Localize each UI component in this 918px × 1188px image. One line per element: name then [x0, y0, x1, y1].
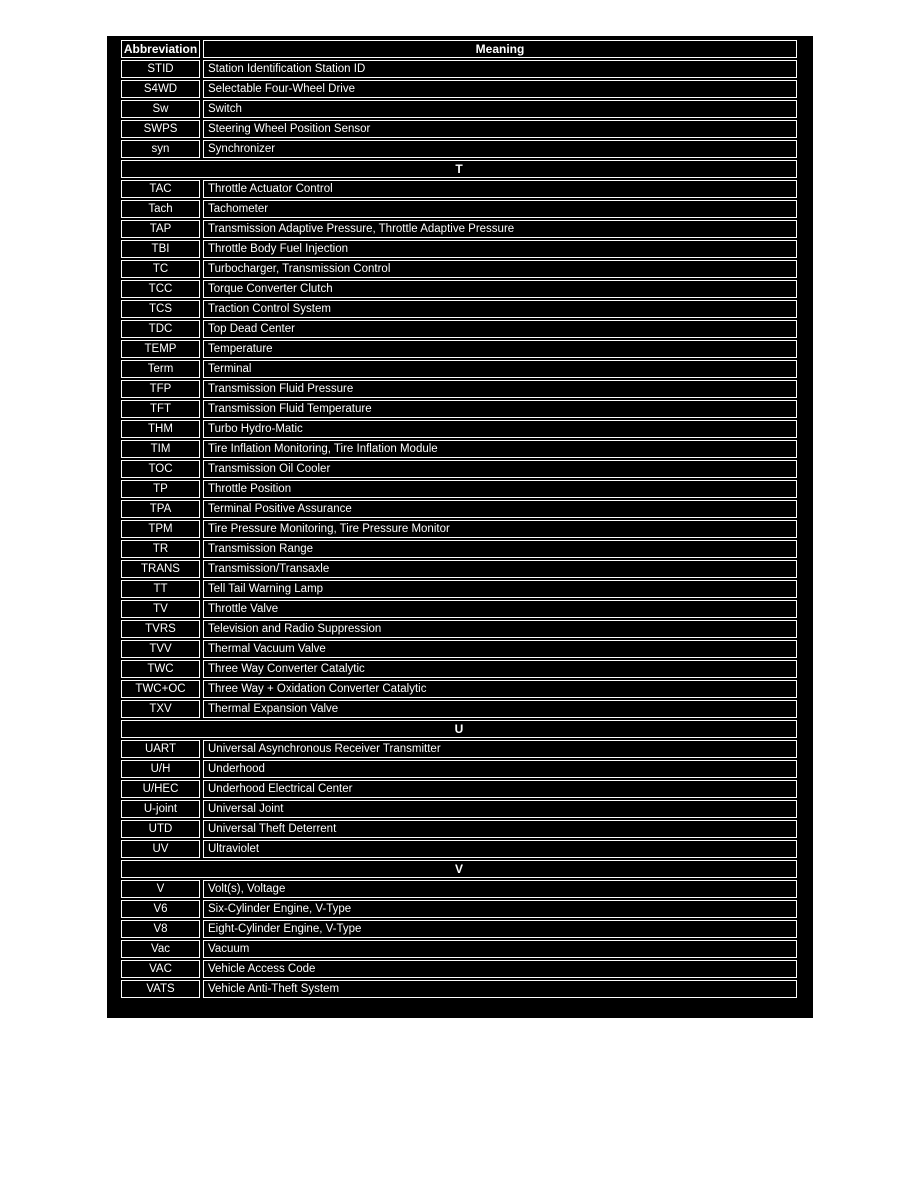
meaning-cell: Underhood Electrical Center — [203, 780, 797, 798]
table-row — [121, 380, 797, 398]
table-row — [121, 640, 797, 658]
table-row — [121, 60, 797, 78]
meaning-cell: Thermal Expansion Valve — [203, 700, 797, 718]
table-row — [121, 140, 797, 158]
meaning-cell: Throttle Body Fuel Injection — [203, 240, 797, 258]
meaning-cell: Transmission Adaptive Pressure, Throttle Adaptive Pressure — [203, 220, 797, 238]
meaning-cell: Synchronizer — [203, 140, 797, 158]
abbreviation-cell: TEMP — [121, 340, 200, 358]
meaning-cell: Universal Asynchronous Receiver Transmitter — [203, 740, 797, 758]
meaning-cell: Universal Joint — [203, 800, 797, 818]
meaning-cell: Turbo Hydro-Matic — [203, 420, 797, 438]
abbreviation-column-header: Abbreviation — [121, 40, 200, 58]
abbreviation-cell: TIM — [121, 440, 200, 458]
abbreviation-cell: TXV — [121, 700, 200, 718]
meaning-cell: Vehicle Access Code — [203, 960, 797, 978]
abbreviation-cell: SWPS — [121, 120, 200, 138]
table-row — [121, 460, 797, 478]
meaning-cell: Vacuum — [203, 940, 797, 958]
meaning-cell: Station Identification Station ID — [203, 60, 797, 78]
table-row — [121, 680, 797, 698]
abbreviation-cell: TBI — [121, 240, 200, 258]
meaning-cell: Terminal Positive Assurance — [203, 500, 797, 518]
table-row — [121, 780, 797, 798]
meaning-cell: Transmission/Transaxle — [203, 560, 797, 578]
meaning-cell: Tell Tail Warning Lamp — [203, 580, 797, 598]
table-row — [121, 980, 797, 998]
section-divider-row — [121, 860, 797, 878]
section-letter: V — [121, 860, 797, 878]
table-row — [121, 700, 797, 718]
meaning-cell: Thermal Vacuum Valve — [203, 640, 797, 658]
table-row — [121, 340, 797, 358]
abbreviation-cell: TPA — [121, 500, 200, 518]
abbreviation-cell: syn — [121, 140, 200, 158]
meaning-cell: Universal Theft Deterrent — [203, 820, 797, 838]
table-row — [121, 360, 797, 378]
abbreviation-cell: V — [121, 880, 200, 898]
table-row — [121, 560, 797, 578]
abbreviation-cell: TP — [121, 480, 200, 498]
table-row — [121, 880, 797, 898]
table-row — [121, 120, 797, 138]
abbreviation-cell: STID — [121, 60, 200, 78]
table-row — [121, 920, 797, 938]
table-row — [121, 900, 797, 918]
meaning-cell: Throttle Actuator Control — [203, 180, 797, 198]
abbreviation-cell: TAP — [121, 220, 200, 238]
table-row — [121, 280, 797, 298]
table-row — [121, 240, 797, 258]
meaning-cell: Traction Control System — [203, 300, 797, 318]
meaning-cell: Throttle Position — [203, 480, 797, 498]
abbreviation-cell: TVV — [121, 640, 200, 658]
table-row — [121, 520, 797, 538]
table-row — [121, 600, 797, 618]
section-letter: T — [121, 160, 797, 178]
section-letter: U — [121, 720, 797, 738]
meaning-cell: Television and Radio Suppression — [203, 620, 797, 638]
meaning-cell: Tachometer — [203, 200, 797, 218]
meaning-cell: Six-Cylinder Engine, V-Type — [203, 900, 797, 918]
abbreviation-meaning-table — [118, 38, 800, 1000]
abbreviation-cell: UTD — [121, 820, 200, 838]
abbreviation-cell: U/HEC — [121, 780, 200, 798]
table-row — [121, 440, 797, 458]
meaning-cell: Selectable Four-Wheel Drive — [203, 80, 797, 98]
abbreviation-cell: UV — [121, 840, 200, 858]
table-row — [121, 800, 797, 818]
abbreviation-cell: TWC+OC — [121, 680, 200, 698]
meaning-cell: Transmission Oil Cooler — [203, 460, 797, 478]
abbreviation-cell: Vac — [121, 940, 200, 958]
table-row — [121, 540, 797, 558]
meaning-cell: Terminal — [203, 360, 797, 378]
meaning-cell: Tire Pressure Monitoring, Tire Pressure Monitor — [203, 520, 797, 538]
meaning-cell: Torque Converter Clutch — [203, 280, 797, 298]
abbreviation-table-container — [107, 36, 813, 1018]
abbreviation-cell: V6 — [121, 900, 200, 918]
abbreviation-cell: Sw — [121, 100, 200, 118]
table-row — [121, 480, 797, 498]
table-row — [121, 260, 797, 278]
table-row — [121, 220, 797, 238]
meaning-cell: Underhood — [203, 760, 797, 778]
abbreviation-cell: VATS — [121, 980, 200, 998]
meaning-cell: Turbocharger, Transmission Control — [203, 260, 797, 278]
abbreviation-cell: U/H — [121, 760, 200, 778]
abbreviation-cell: TPM — [121, 520, 200, 538]
abbreviation-cell: TDC — [121, 320, 200, 338]
abbreviation-cell: TFP — [121, 380, 200, 398]
abbreviation-cell: TT — [121, 580, 200, 598]
table-row — [121, 940, 797, 958]
table-row — [121, 420, 797, 438]
meaning-cell: Three Way Converter Catalytic — [203, 660, 797, 678]
meaning-cell: Vehicle Anti-Theft System — [203, 980, 797, 998]
table-row — [121, 180, 797, 198]
abbreviation-cell: TFT — [121, 400, 200, 418]
abbreviation-cell: UART — [121, 740, 200, 758]
table-row — [121, 660, 797, 678]
table-body — [121, 60, 797, 998]
abbreviation-cell: TAC — [121, 180, 200, 198]
abbreviation-cell: TVRS — [121, 620, 200, 638]
table-row — [121, 820, 797, 838]
meaning-cell: Transmission Range — [203, 540, 797, 558]
table-row — [121, 620, 797, 638]
abbreviation-cell: TOC — [121, 460, 200, 478]
meaning-cell: Steering Wheel Position Sensor — [203, 120, 797, 138]
section-divider-row — [121, 720, 797, 738]
section-divider-row — [121, 160, 797, 178]
table-row — [121, 760, 797, 778]
meaning-cell: Eight-Cylinder Engine, V-Type — [203, 920, 797, 938]
abbreviation-cell: Term — [121, 360, 200, 378]
table-row — [121, 320, 797, 338]
meaning-cell: Tire Inflation Monitoring, Tire Inflation Module — [203, 440, 797, 458]
table-row — [121, 840, 797, 858]
abbreviation-cell: S4WD — [121, 80, 200, 98]
table-row — [121, 500, 797, 518]
meaning-cell: Three Way + Oxidation Converter Catalytic — [203, 680, 797, 698]
table-row — [121, 80, 797, 98]
abbreviation-cell: Tach — [121, 200, 200, 218]
table-row — [121, 960, 797, 978]
abbreviation-cell: TCC — [121, 280, 200, 298]
abbreviation-cell: V8 — [121, 920, 200, 938]
meaning-cell: Volt(s), Voltage — [203, 880, 797, 898]
header-row — [121, 40, 797, 58]
abbreviation-cell: TR — [121, 540, 200, 558]
abbreviation-cell: TC — [121, 260, 200, 278]
table-row — [121, 100, 797, 118]
abbreviation-cell: TV — [121, 600, 200, 618]
abbreviation-cell: U-joint — [121, 800, 200, 818]
meaning-column-header: Meaning — [203, 40, 797, 58]
table-row — [121, 740, 797, 758]
meaning-cell: Transmission Fluid Temperature — [203, 400, 797, 418]
meaning-cell: Ultraviolet — [203, 840, 797, 858]
meaning-cell: Top Dead Center — [203, 320, 797, 338]
abbreviation-cell: TRANS — [121, 560, 200, 578]
abbreviation-cell: THM — [121, 420, 200, 438]
meaning-cell: Throttle Valve — [203, 600, 797, 618]
meaning-cell: Switch — [203, 100, 797, 118]
meaning-cell: Temperature — [203, 340, 797, 358]
table-row — [121, 200, 797, 218]
table-row — [121, 580, 797, 598]
abbreviation-cell: TCS — [121, 300, 200, 318]
table-row — [121, 300, 797, 318]
abbreviation-cell: TWC — [121, 660, 200, 678]
abbreviation-cell: VAC — [121, 960, 200, 978]
table-row — [121, 400, 797, 418]
meaning-cell: Transmission Fluid Pressure — [203, 380, 797, 398]
